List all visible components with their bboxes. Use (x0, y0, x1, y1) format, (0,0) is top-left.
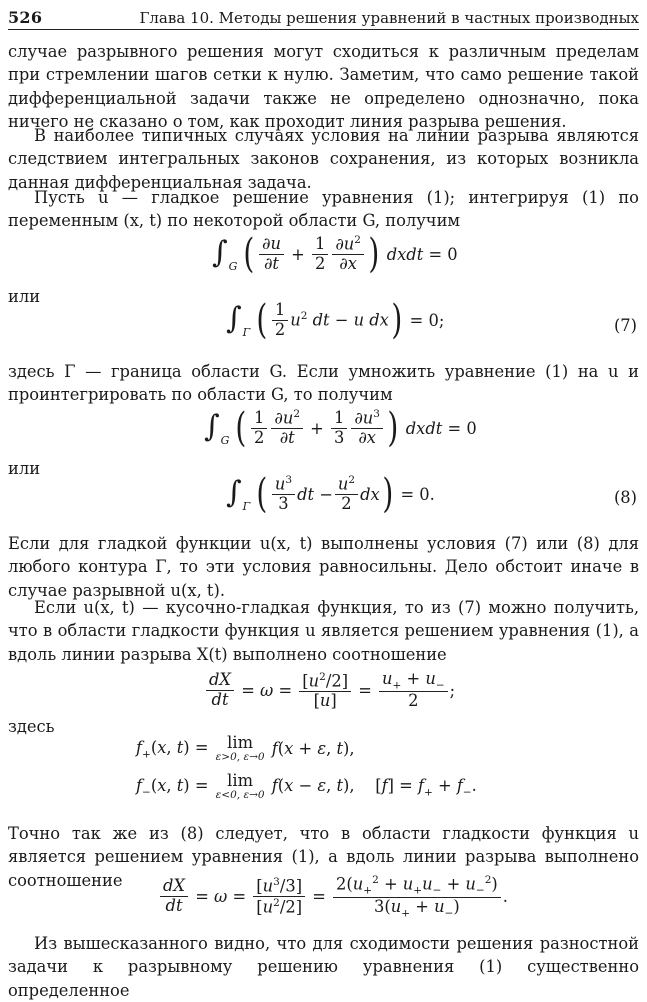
equation-7-number: (7) (613, 316, 637, 335)
paragraph-4: здесь Γ — граница области G. Если умножить уравнение (1) на u и проинтегрировать по области G, то получим (8, 362, 639, 405)
chapter-title: Глава 10. Методы решения уравнений в частных производных (139, 9, 639, 27)
equation-8-number: (8) (613, 488, 637, 507)
paragraph-3: Пусть u — гладкое решение уравнения (1); интегрируя (1) по переменным (x, t) по некоторой области G, получим (8, 188, 639, 231)
equation-8: ∫ Γ ( $\frac{u^3}{3}$ dt − $\frac{u^2}{2}$ dx ) = 0. (226, 471, 435, 517)
page-number: 526 (8, 8, 43, 27)
paragraph-6: Если u(x, t) — кусочно-гладкая функция, то из (7) можно получить, что в области гладкости функция u является решением уравнения (1), а вдоль линии разрыва X(t) выполнено соотношение (8, 598, 639, 664)
paragraph-2: В наиболее типичных случаях условия на линии разрыва являются следствием интегральных законов сохранения, из которых возникла данная дифференциальная задача. (8, 126, 639, 192)
equation-f-plus: $f_+(x$, t) = lim ε>0, ε→0 f(x + ε, t), (136, 733, 355, 763)
paragraph-8: Из вышесказанного видно, что для сходимости решения разностной задачи к разрывному решению уравнения (1) существенно определенное (8, 934, 639, 1000)
equation-f-minus: $f_-(x$, t) = lim ε<0, ε→0 f(x − ε, t), $[f] = f_+ + f_-$. (136, 771, 477, 801)
paragraph-7: Точно так же из (8) следует, что в области гладкости функция u является решением уравнения (1), а вдоль линии разрыва выполнено соотношение (8, 824, 639, 890)
text-ili-1: или (8, 287, 41, 306)
equation-7: ∫ Γ ( $\frac{1}{2}$ $u^2$ dt − u dx ) = 0; (226, 297, 445, 343)
equation-shock-speed-2: $\frac{dX}{dt}$ = ω = $\frac{[u^3/3]}{[u^2/2]}$ = $\frac{2(u_+^2 + u_+u_- + u_-^2)}{3(u_+ + u_-)}$ . (158, 874, 508, 919)
running-header (8, 6, 639, 30)
equation-integral-g-1: ∫ G ( $\frac{\partial u}{\partial t}$ + $\frac{1}{2}$ $\frac{\partial u^2}{\partial x}$ ) dxdt = 0 (212, 231, 458, 277)
equation-integral-g-2: ∫ G ( $\frac{1}{2}$ $\frac{\partial u^2}{\partial t}$ + $\frac{1}{3}$ $\frac{\partial u^3}{\partial x}$ ) dxdt = 0 (204, 405, 477, 451)
paragraph-1: случае разрывного решения могут сходиться к различным пределам при стремлении шагов сетки к нулю. Заметим, что само решение такой дифференциальной задачи также не определено однозначно, пока ничего не сказано о том, как проходит линия разрыва решения. (8, 42, 639, 132)
text-zdes: здесь (8, 717, 55, 736)
equation-shock-speed-1: $\frac{dX}{dt}$ = ω = $\frac{[u^2/2]}{[u]}$ = $\frac{u_+ + u_-}{2}$ ; (204, 670, 455, 711)
text-ili-2: или (8, 459, 41, 478)
paragraph-5: Если для гладкой функции u(x, t) выполнены условия (7) или (8) для любого контура Γ, то эти условия равносильны. Дело обстоит иначе в случае разрывной u(x, t). (8, 534, 639, 600)
